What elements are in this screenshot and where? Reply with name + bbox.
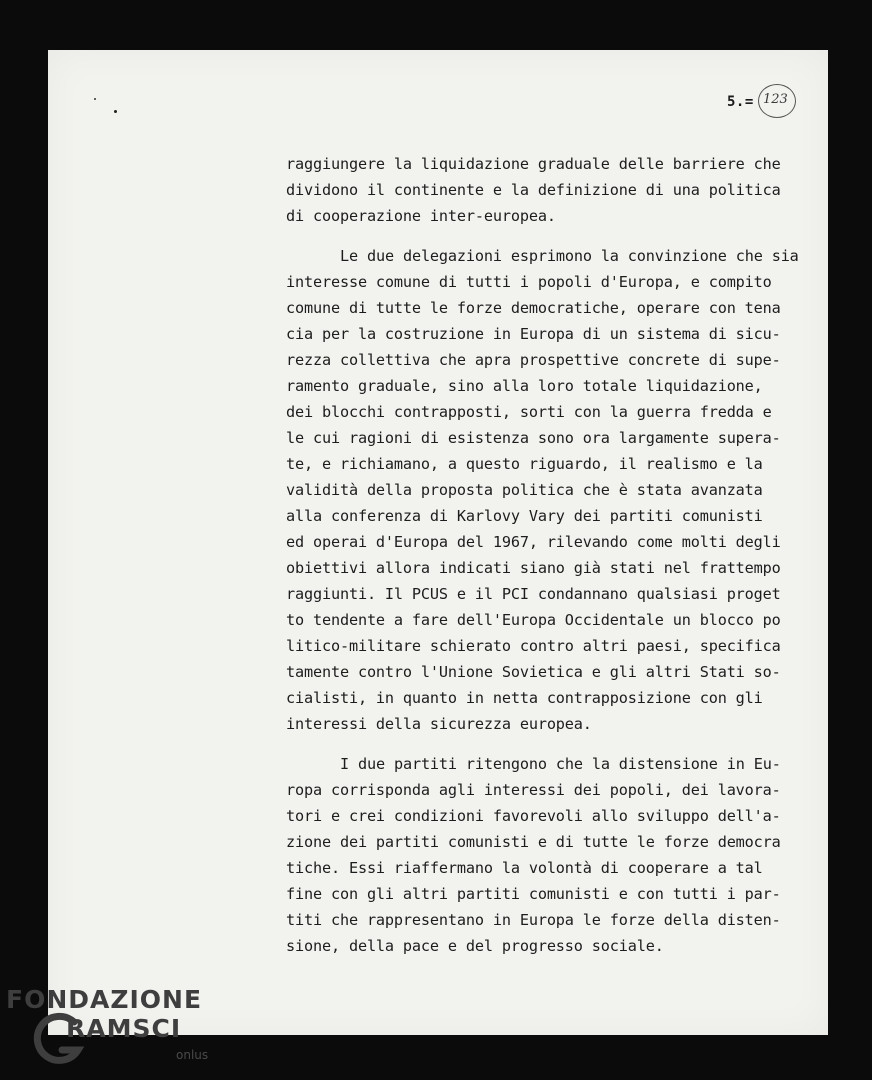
text-line: interessi della sicurezza europea. <box>286 715 592 733</box>
text-line: rezza collettiva che apra prospettive concrete di supe- <box>286 351 781 369</box>
text-line: le cui ragioni di esistenza sono ora largamente supera- <box>286 429 781 447</box>
text-line: raggiungere la liquidazione graduale delle barriere che <box>286 155 781 173</box>
text-line: fine con gli altri partiti comunisti e con tutti i par- <box>286 885 781 903</box>
text-line: dividono il continente e la definizione di una politica <box>286 181 781 199</box>
text-line: zione dei partiti comunisti e di tutte le forze democra <box>286 833 781 851</box>
document-body <box>286 151 826 959</box>
text-line: te, e richiamano, a questo riguardo, il realismo e la <box>286 455 763 473</box>
ink-speck <box>114 110 117 113</box>
text-line: raggiunti. Il PCUS e il PCI condannano qualsiasi proget <box>286 585 781 603</box>
text-line: Le due delegazioni esprimono la convinzione che sia <box>340 247 799 265</box>
watermark-line-1: FONDAZIONE <box>6 985 203 1014</box>
text-line: tamente contro l'Unione Sovietica e gli altri Stati so- <box>286 663 781 681</box>
paragraph-gap <box>286 229 826 243</box>
text-line: obiettivi allora indicati siano già stati nel frattempo <box>286 559 781 577</box>
text-line: ropa corrisponda agli interessi dei popoli, dei lavora- <box>286 781 781 799</box>
text-line: titi che rappresentano in Europa le forze della disten- <box>286 911 781 929</box>
text-line: litico-militare schierato contro altri paesi, specifica <box>286 637 781 655</box>
text-line: sione, della pace e del progresso sociale. <box>286 937 664 955</box>
text-line: comune di tutte le forze democratiche, operare con tena <box>286 299 781 317</box>
paragraph-gap <box>286 737 826 751</box>
text-line: to tendente a fare dell'Europa Occidentale un blocco po <box>286 611 781 629</box>
fondazione-gramsci-watermark <box>0 982 240 1080</box>
watermark-suffix: onlus <box>176 1048 209 1062</box>
text-line: tori e crei condizioni favorevoli allo sviluppo dell'a- <box>286 807 781 825</box>
text-line: I due partiti ritengono che la distensione in Eu- <box>340 755 781 773</box>
text-line: alla conferenza di Karlovy Vary dei partiti comunisti <box>286 507 763 525</box>
text-line: dei blocchi contrapposti, sorti con la guerra fredda e <box>286 403 772 421</box>
ink-speck <box>94 98 96 100</box>
text-line: interesse comune di tutti i popoli d'Europa, e compito <box>286 273 772 291</box>
text-line: ed operai d'Europa del 1967, rilevando come molti degli <box>286 533 781 551</box>
text-line: validità della proposta politica che è stata avanzata <box>286 481 763 499</box>
text-line: cialisti, in quanto in netta contrapposizione con gli <box>286 689 763 707</box>
text-line: ramento graduale, sino alla loro totale liquidazione, <box>286 377 763 395</box>
text-line: di cooperazione inter-europea. <box>286 207 556 225</box>
archive-number: 123 <box>763 92 788 107</box>
watermark-line-2: RAMSCI <box>66 1014 182 1043</box>
text-line: cia per la costruzione in Europa di un sistema di sicu- <box>286 325 781 343</box>
page-number: 5.= <box>727 94 754 110</box>
text-line: tiche. Essi riaffermano la volontà di cooperare a tal <box>286 859 763 877</box>
